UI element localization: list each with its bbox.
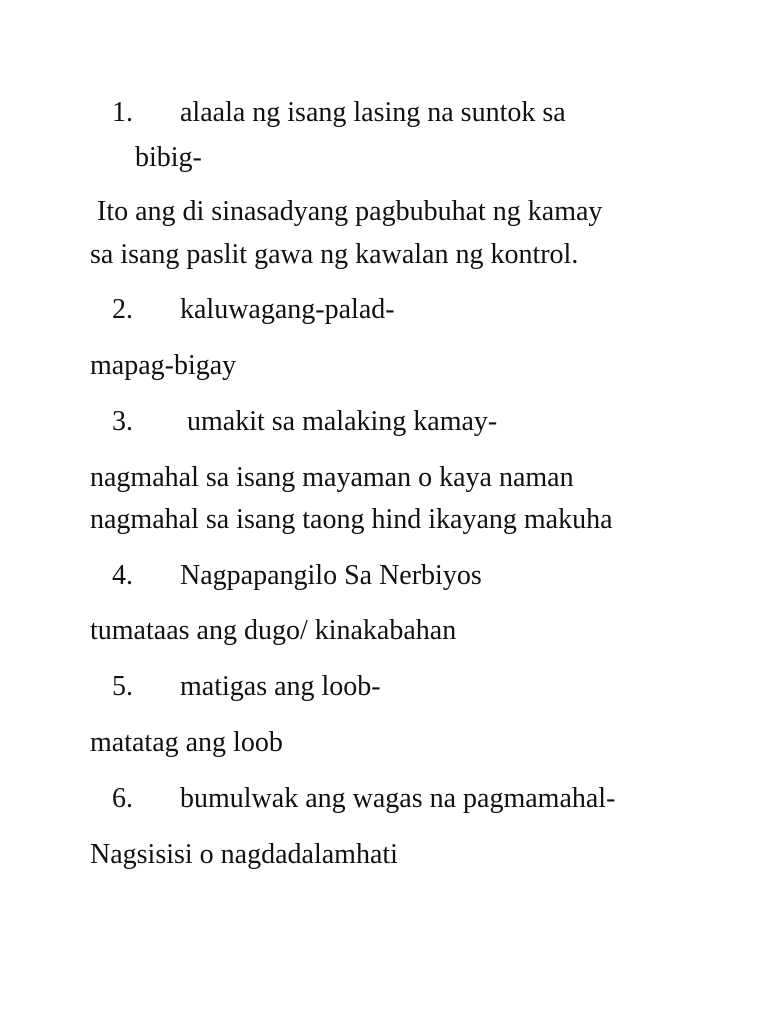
item-number: 2. <box>112 294 133 325</box>
item-meaning: nagmahal sa isang taong hind ikayang makuha <box>90 504 613 535</box>
item-number: 3. <box>112 406 133 437</box>
item-meaning: matatag ang loob <box>90 727 283 758</box>
item-meaning: Nagsisisi o nagdadalamhati <box>90 839 398 870</box>
item-meaning: Ito ang di sinasadyang pagbubuhat ng kamay <box>90 196 603 227</box>
item-meaning: sa isang paslit gawa ng kawalan ng kontrol. <box>90 239 579 270</box>
item-term: alaala ng isang lasing na suntok sa <box>180 97 566 128</box>
item-term: matigas ang loob- <box>180 671 381 702</box>
item-term: kaluwagang-palad- <box>180 294 395 325</box>
item-number: 5. <box>112 671 133 702</box>
item-number: 6. <box>112 783 133 814</box>
item-meaning: nagmahal sa isang mayaman o kaya naman <box>90 462 574 493</box>
item-term: bumulwak ang wagas na pagmamahal- <box>180 783 616 814</box>
item-term: Nagpapangilo Sa Nerbiyos <box>180 560 482 591</box>
item-term-continuation: bibig- <box>135 142 202 173</box>
item-term: umakit sa malaking kamay- <box>180 406 498 437</box>
item-meaning: mapag-bigay <box>90 350 237 381</box>
item-meaning: tumataas ang dugo/ kinakabahan <box>90 615 457 646</box>
item-number: 1. <box>112 97 133 128</box>
item-number: 4. <box>112 560 133 591</box>
